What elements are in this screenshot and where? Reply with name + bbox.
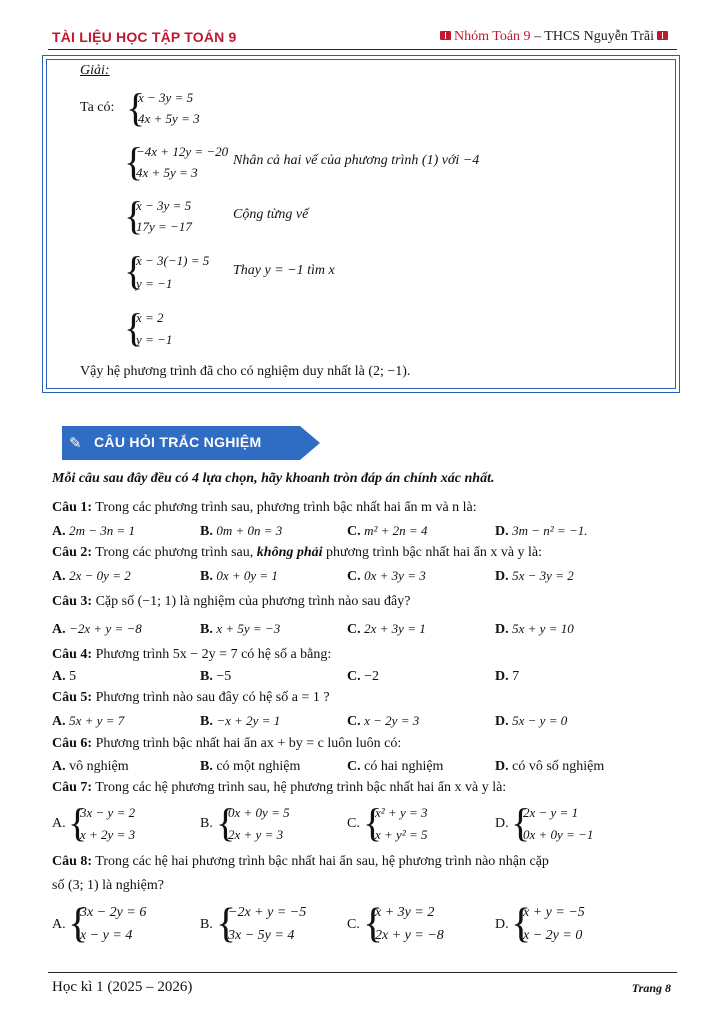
question: Câu 5: Phương trình nào sau đây có hệ số a = 1 ? — [52, 690, 330, 705]
header-divider — [48, 49, 677, 50]
equation-system: { x − 3(−1) = 5 y = −1 — [124, 248, 210, 293]
equation-system: { x = 2 y = −1 — [124, 305, 173, 350]
step-note: Thay y = −1 tìm x — [233, 263, 335, 278]
option[interactable]: A. vô nghiệm — [52, 759, 129, 774]
header-source — [437, 29, 671, 45]
option[interactable]: D. 5x + y = 10 — [495, 621, 574, 637]
solution-conclusion: Vậy hệ phương trình đã cho có nghiệm duy nhất là (2; −1). — [80, 364, 411, 379]
option[interactable]: A. 5 — [52, 669, 77, 684]
option-label[interactable]: C. — [347, 917, 360, 932]
header-school: – THCS Nguyễn Trãi — [530, 29, 654, 44]
option-label[interactable]: B. — [200, 816, 213, 831]
option[interactable]: B. 0m + 0n = 3 — [200, 523, 283, 539]
option[interactable]: C. −2 — [347, 669, 380, 684]
pencil-icon: ✎ — [69, 436, 82, 452]
solution-label: Giải: — [80, 63, 110, 78]
question: Câu 8: Trong các hệ hai phương trình bậc nhất hai ẩn sau, hệ phương trình nào nhận cặp — [52, 854, 549, 869]
equation-system: { x − 3y = 5 17y = −17 — [124, 193, 192, 238]
option-system[interactable]: { −2x + y = −5 3x − 5y = 4 — [216, 901, 307, 947]
option-system[interactable]: { 0x + 0y = 5 2x + y = 3 — [216, 800, 290, 845]
book-icon — [657, 31, 668, 40]
option-system[interactable]: { x + 3y = 2 2x + y = −8 — [363, 901, 444, 947]
option[interactable]: C. x − 2y = 3 — [347, 713, 420, 729]
option[interactable]: D. có vô số nghiệm — [495, 759, 605, 774]
page-number: Trang 8 — [631, 981, 671, 995]
section-title: CÂU HỎI TRẮC NGHIỆM — [94, 434, 262, 450]
option-label[interactable]: B. — [200, 917, 213, 932]
option[interactable]: C. 2x + 3y = 1 — [347, 621, 426, 637]
option-label[interactable]: C. — [347, 816, 360, 831]
option[interactable]: D. 7 — [495, 669, 520, 684]
option[interactable]: D. 5x − y = 0 — [495, 713, 568, 729]
footer-divider — [48, 972, 677, 973]
option-system[interactable]: { 3x − 2y = 6 x − y = 4 — [68, 901, 147, 947]
question: Câu 4: Phương trình 5x − 2y = 7 có hệ số a bằng: — [52, 647, 332, 662]
option-system[interactable]: { 2x − y = 1 0x + 0y = −1 — [511, 800, 594, 845]
question: Câu 7: Trong các hệ phương trình sau, hệ phương trình bậc nhất hai ẩn x và y là: — [52, 780, 507, 795]
option-label[interactable]: D. — [495, 917, 509, 932]
option-label[interactable]: D. — [495, 816, 509, 831]
question-continued: số (3; 1) là nghiệm? — [52, 878, 164, 893]
equation-system: { x − 3y = 5 4x + 5y = 3 — [126, 85, 200, 130]
option-system[interactable]: { x² + y = 3 x + y² = 5 — [363, 800, 428, 845]
option[interactable]: B. −5 — [200, 669, 232, 684]
option[interactable]: B. 0x + 0y = 1 — [200, 568, 278, 584]
question: Câu 1: Trong các phương trình sau, phương trình bậc nhất hai ẩn m và n là: — [52, 500, 477, 515]
option[interactable]: D. 3m − n² = −1. — [495, 523, 588, 539]
header-title: TÀI LIỆU HỌC TẬP TOÁN 9 — [52, 29, 237, 45]
option[interactable]: C. có hai nghiệm — [347, 759, 444, 774]
solution-intro: Ta có: — [80, 100, 115, 115]
question: Câu 6: Phương trình bậc nhất hai ẩn ax + by = c luôn luôn có: — [52, 736, 402, 751]
option[interactable]: A. 2m − 3n = 1 — [52, 523, 136, 539]
equation-system: { −4x + 12y = −20 4x + 5y = 3 — [124, 139, 229, 184]
book-icon — [440, 31, 451, 40]
step-note: Nhân cả hai vế của phương trình (1) với −4 — [233, 153, 480, 168]
option[interactable]: A. 5x + y = 7 — [52, 713, 125, 729]
option[interactable]: D. 5x − 3y = 2 — [495, 568, 574, 584]
option[interactable]: B. −x + 2y = 1 — [200, 713, 281, 729]
step-note: Cộng từng vế — [233, 207, 309, 222]
option[interactable]: C. 0x + 3y = 3 — [347, 568, 426, 584]
option[interactable]: C. m² + 2n = 4 — [347, 523, 428, 539]
footer-term: Học kì 1 (2025 – 2026) — [52, 979, 193, 995]
option-label[interactable]: A. — [52, 917, 66, 932]
option[interactable]: B. có một nghiệm — [200, 759, 301, 774]
option-system[interactable]: { x + y = −5 x − 2y = 0 — [511, 901, 585, 947]
option-label[interactable]: A. — [52, 816, 66, 831]
option[interactable]: B. x + 5y = −3 — [200, 621, 281, 637]
option[interactable]: A. 2x − 0y = 2 — [52, 568, 131, 584]
header-group: Nhóm Toán 9 — [454, 29, 531, 44]
question: Câu 2: Trong các phương trình sau, không phải phương trình bậc nhất hai ẩn x và y là: — [52, 545, 543, 560]
option-system[interactable]: { 3x − y = 2 x + 2y = 3 — [68, 800, 136, 845]
question: Câu 3: Cặp số (−1; 1) là nghiệm của phương trình nào sau đây? — [52, 594, 411, 609]
option[interactable]: A. −2x + y = −8 — [52, 621, 142, 637]
instruction: Mỗi câu sau đây đều có 4 lựa chọn, hãy khoanh tròn đáp án chính xác nhất. — [52, 471, 495, 486]
